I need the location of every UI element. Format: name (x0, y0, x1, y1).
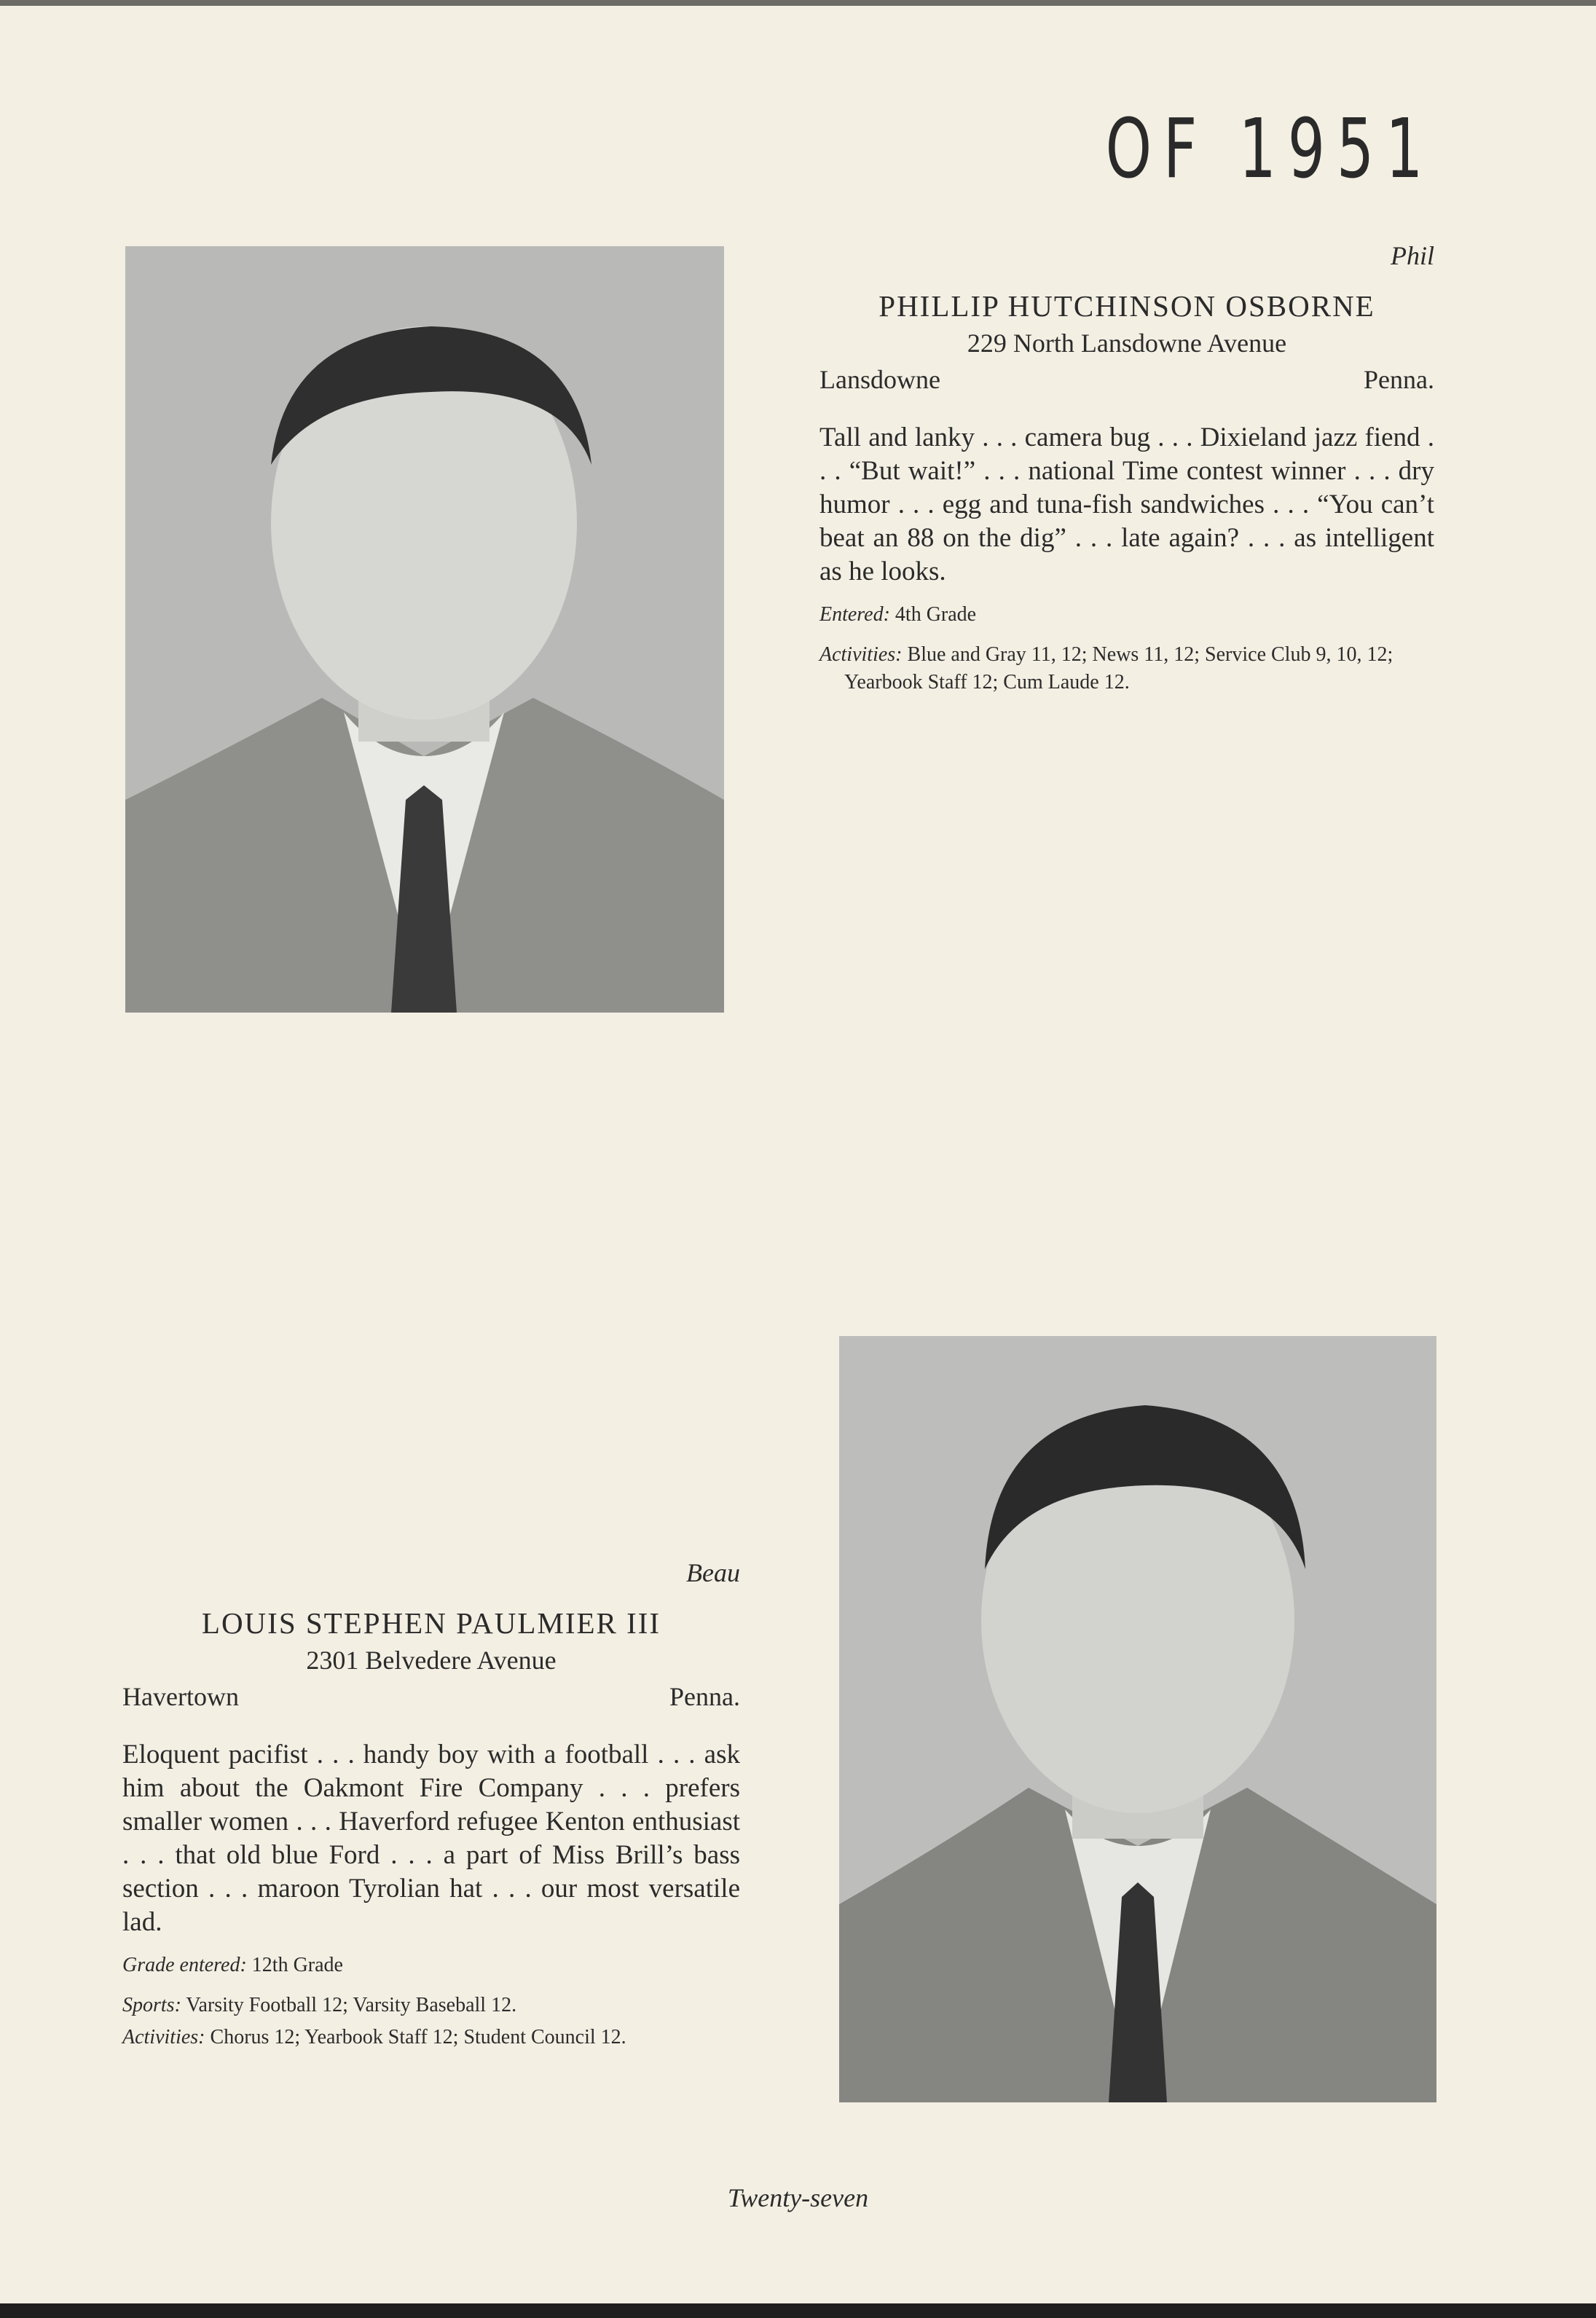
activities-line (819, 641, 1434, 696)
nickname: Phil (1391, 241, 1434, 270)
bottom-border (0, 2303, 1596, 2318)
town: Lansdowne (819, 365, 940, 394)
senior-entry-osborne (819, 240, 1434, 696)
page-number: Twenty-seven (727, 2183, 869, 2212)
portrait-photo-osborne (125, 246, 724, 1013)
activities-label: Activities: (819, 643, 903, 666)
state: Penna. (1364, 365, 1434, 394)
top-border (0, 0, 1596, 6)
portrait-photo-paulmier (839, 1336, 1436, 2102)
town: Havertown (122, 1682, 239, 1711)
town-state-row (122, 1681, 740, 1712)
senior-name: PHILLIP HUTCHINSON OSBORNE (878, 289, 1375, 323)
activities-value: Chorus 12; Yearbook Staff 12; Student Council 12. (210, 2026, 626, 2048)
senior-blurb: Tall and lanky . . . camera bug . . . Dixieland jazz fiend . . . “But wait!” . . . national Time contest winner . . . dry humor . . . egg and tuna-fish sandwiches . . . “You can’t beat an 88 on the dig” . . . late again? . . . as intelligent as he looks. (819, 423, 1434, 586)
senior-name: LOUIS STEPHEN PAULMIER III (201, 1606, 661, 1640)
entered-label: Grade entered: (122, 1954, 247, 1976)
activities-value: Blue and Gray 11, 12; News 11, 12; Service Club 9, 10, 12; Yearbook Staff 12; Cum Laude 12. (844, 643, 1393, 694)
sports-label: Sports: (122, 1994, 181, 2016)
entered-line (122, 1954, 740, 1977)
entered-label: Entered: (819, 603, 890, 626)
sports-value: Varsity Football 12; Varsity Baseball 12. (186, 1994, 517, 2016)
street-address: 229 North Lansdowne Avenue (967, 329, 1287, 358)
activities-label: Activities: (122, 2026, 205, 2048)
entered-line (819, 603, 1434, 626)
nickname: Beau (686, 1558, 740, 1587)
senior-blurb: Eloquent pacifist . . . handy boy with a football . . . ask him about the Oakmont Fire Company . . . prefers smaller women . . . Haverford refugee Kenton enthusiast . . . that old blue Ford . . . a part of Miss Brill’s bass section . . . maroon Tyrolian hat . . . our most versatile lad. (122, 1740, 740, 1937)
senior-entry-paulmier (122, 1557, 740, 2051)
state: Penna. (669, 1682, 740, 1711)
entered-value: 12th Grade (251, 1954, 343, 1976)
entered-value: 4th Grade (895, 603, 977, 626)
sports-line (122, 1992, 740, 2019)
town-state-row (819, 364, 1434, 395)
page-header: OF 1951 (1105, 102, 1434, 197)
activities-line (122, 2024, 740, 2051)
street-address: 2301 Belvedere Avenue (306, 1646, 557, 1675)
